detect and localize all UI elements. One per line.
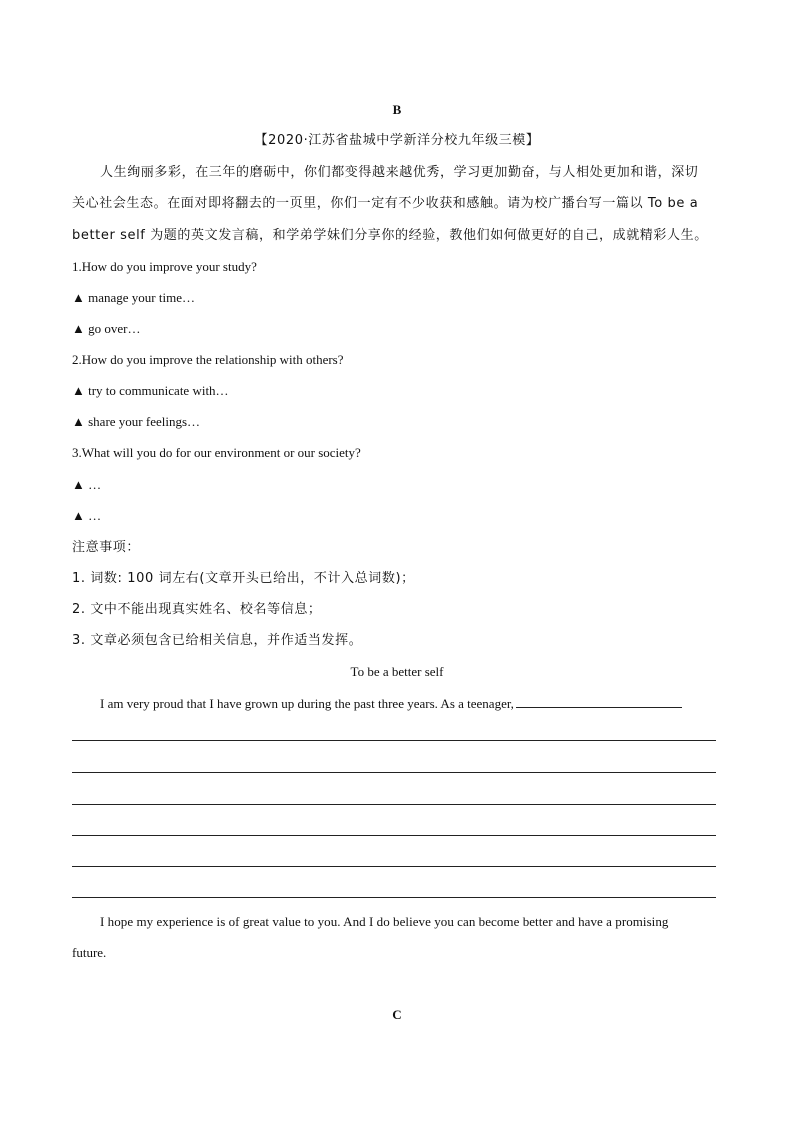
intro-line-3: better self 为题的英文发言稿，和学弟学妹们分享你的经验，教他们如何做更好的自己，成就精彩人生。 [72, 228, 708, 243]
question-3-hint-2: ▲ … [72, 508, 102, 523]
note-item-1: 1. 词数: 100 词左右(文章开头已给出，不计入总词数)； [72, 571, 415, 586]
essay-closing-line-1: I hope my experience is of great value to you. And I do believe you can become better and have a promising [100, 914, 669, 929]
section-c-heading: C [392, 1007, 402, 1022]
question-3: 3.What will you do for our environment or our society? [72, 445, 361, 460]
essay-title: To be a better self [350, 664, 444, 679]
question-2: 2.How do you improve the relationship with others? [72, 352, 344, 367]
question-1-hint-2: ▲ go over… [72, 321, 141, 336]
notes-heading: 注意事项： [72, 540, 141, 555]
section-b-heading: B [392, 102, 402, 117]
writing-line[interactable] [72, 866, 716, 867]
writing-line[interactable] [72, 772, 716, 773]
essay-opening [100, 695, 682, 712]
intro-line-1: 人生绚丽多彩，在三年的磨砺中，你们都变得越来越优秀，学习更加勤奋，与人相处更加和谐，深切 [100, 165, 699, 180]
question-1: 1.How do you improve your study? [72, 259, 257, 274]
question-1-hint-1: ▲ manage your time… [72, 290, 195, 305]
question-2-hint-2: ▲ share your feelings… [72, 414, 201, 429]
source-label: 【2020·江苏省盐城中学新洋分校九年级三模】 [254, 133, 540, 148]
writing-line[interactable] [72, 835, 716, 836]
writing-line[interactable] [72, 740, 716, 741]
opening-blank[interactable] [516, 695, 682, 708]
writing-line[interactable] [72, 804, 716, 805]
intro-line-2: 关心社会生态。在面对即将翻去的一页里，你们一定有不少收获和感触。请为校广播台写一篇以 To be a [72, 196, 699, 211]
writing-line[interactable] [72, 897, 716, 898]
question-2-hint-1: ▲ try to communicate with… [72, 383, 229, 398]
question-3-hint-1: ▲ … [72, 477, 102, 492]
essay-closing-line-2: future. [72, 945, 107, 960]
note-item-3: 3. 文章必须包含已给相关信息，并作适当发挥。 [72, 633, 363, 648]
essay-opening-text: I am very proud that I have grown up during the past three years. As a teenager, [100, 696, 514, 711]
note-item-2: 2. 文中不能出现真实姓名、校名等信息； [72, 602, 322, 617]
